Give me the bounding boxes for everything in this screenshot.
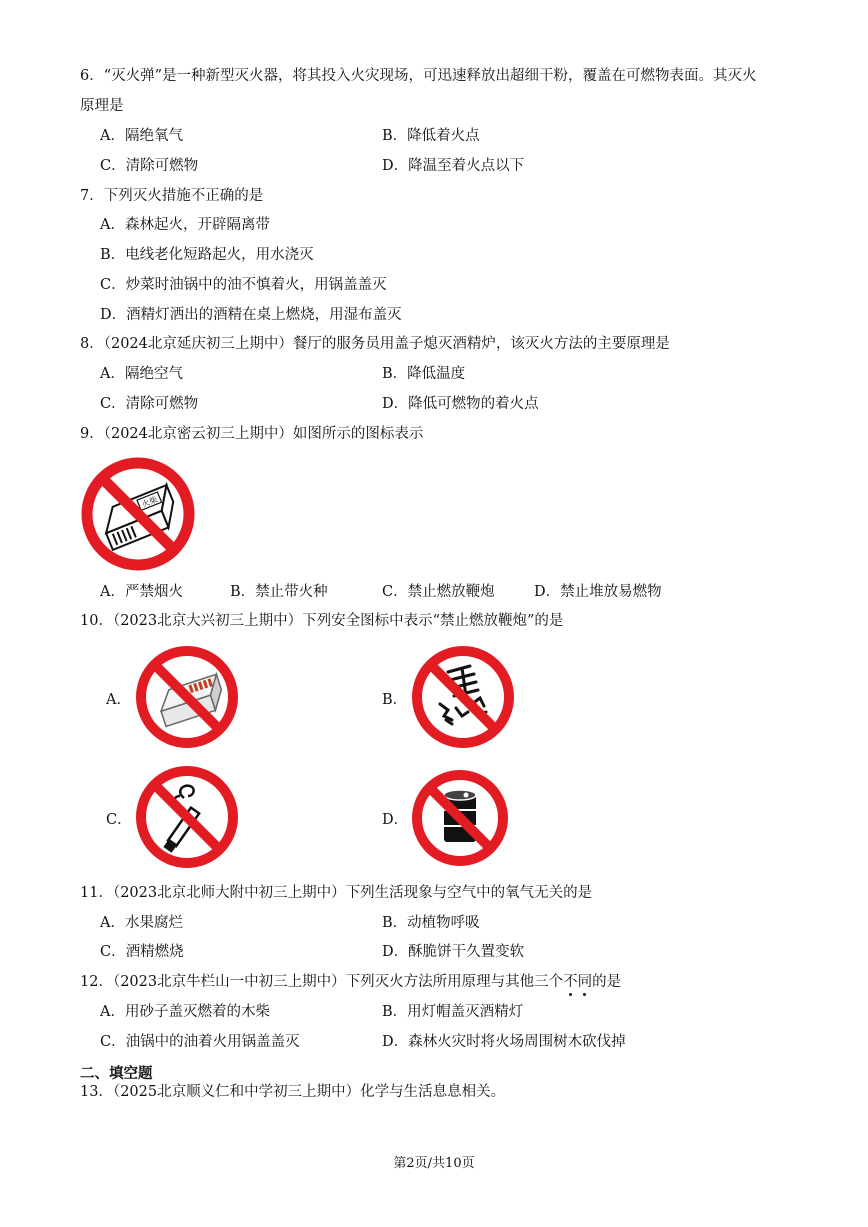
q12-option-c: C．油锅中的油着火用锅盖盖灭: [100, 1034, 300, 1050]
q10-stem: 10．（2023北京大兴初三上期中）下列安全图标中表示“禁止燃放鞭炮”的是: [80, 613, 564, 629]
q6-stem-line1: 6．“灭火弹”是一种新型灭火器，将其投入火灾现场，可迅速释放出超细干粉，覆盖在可燃物表面。其灭火: [80, 68, 757, 84]
q8-option-c: C．清除可燃物: [100, 396, 199, 412]
q13-stem: 13．（2025北京顺义仁和中学初三上期中）化学与生活息息相关。: [80, 1084, 506, 1100]
q12-stem-before: 12．（2023北京牛栏山一中初三上期中）下列灭火方法所用原理与其他三个: [80, 974, 564, 990]
q7-option-c: C．炒菜时油锅中的油不慎着火，用锅盖盖灭: [100, 277, 387, 293]
q10-label-d: D．: [382, 812, 409, 828]
section-heading-fill-in: 二、填空题: [80, 1066, 153, 1082]
q12-stem-emphasis: [563, 974, 592, 990]
emphasis-char: 不: [563, 974, 578, 990]
q10-label-a: A．: [106, 692, 131, 708]
q6-option-c: C．清除可燃物: [100, 158, 199, 174]
q11-option-c: C．酒精燃烧: [100, 944, 184, 960]
q12-emphasis-text: [563, 974, 592, 990]
q9-option-a: A．严禁烟火: [100, 584, 183, 600]
q6-stem-line2: 原理是: [80, 98, 124, 114]
q8-option-b: B．降低温度: [382, 366, 466, 382]
no-fuel-drum-sign-d-icon: [410, 768, 510, 868]
q9-option-b: B．禁止带火种: [230, 584, 328, 600]
q8-stem: 8．（2024北京延庆初三上期中）餐厅的服务员用盖子熄灭酒精炉，该灭火方法的主要原理是: [80, 336, 670, 352]
q9-option-d: D．禁止堆放易燃物: [534, 584, 662, 600]
no-firecrackers-sign-b-icon: [410, 644, 516, 750]
q11-option-b: B．动植物呼吸: [382, 915, 480, 931]
matchbox-label: 火柴: [140, 494, 159, 510]
q11-stem: 11．（2023北京北师大附中初三上期中）下列生活现象与空气中的氧气无关的是: [80, 885, 593, 901]
page-footer: 第2页/共10页: [393, 1156, 475, 1171]
no-smoking-sign-c-icon: [134, 764, 240, 870]
q12-stem-after: 的是: [592, 974, 622, 990]
q12-option-a: A．用砂子盖灭燃着的木柴: [100, 1004, 270, 1020]
q7-option-d: D．酒精灯洒出的酒精在桌上燃烧，用湿布盖灭: [100, 307, 402, 323]
q7-option-a: A．森林起火，开辟隔离带: [100, 217, 270, 233]
no-matches-sign-a-icon: [134, 644, 240, 750]
q7-stem: 7．下列灭火措施不正确的是: [80, 188, 264, 204]
emphasis-char: 同: [577, 974, 593, 990]
q7-option-b: B．电线老化短路起火，用水浇灭: [100, 247, 314, 263]
q11-option-a: A．水果腐烂: [100, 915, 183, 931]
q6-option-b: B．降低着火点: [382, 128, 480, 144]
q6-option-a: A．隔绝氧气: [100, 128, 183, 144]
q9-stem: 9．（2024北京密云初三上期中）如图所示的图标表示: [80, 426, 424, 442]
q11-option-d: D．酥脆饼干久置变软: [382, 944, 525, 960]
q12-stem: [80, 972, 621, 992]
q12-option-d: D．森林火灾时将火场周围树木砍伐掉: [382, 1034, 626, 1050]
q12-option-b: B．用灯帽盖灭酒精灯: [382, 1004, 524, 1020]
q9-option-c: C．禁止燃放鞭炮: [382, 584, 495, 600]
q8-option-a: A．隔绝空气: [100, 366, 183, 382]
no-matches-sign-icon: [80, 456, 196, 572]
q10-label-c: C．: [106, 812, 132, 828]
q6-option-d: D．降温至着火点以下: [382, 158, 525, 174]
q10-label-b: B．: [382, 692, 408, 708]
q8-option-d: D．降低可燃物的着火点: [382, 396, 539, 412]
